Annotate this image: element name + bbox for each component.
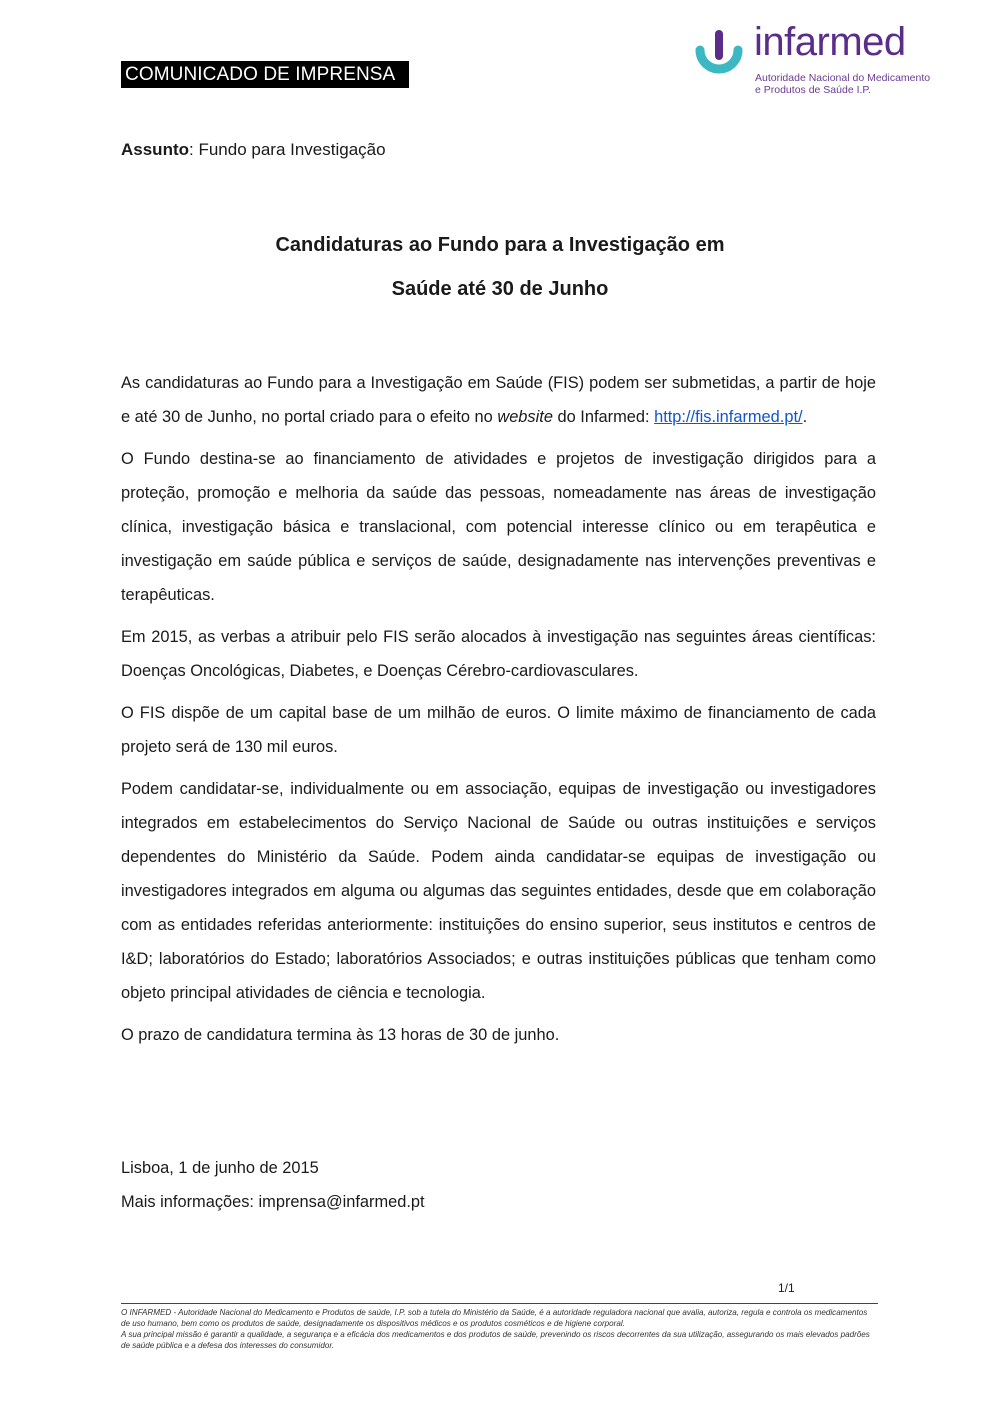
paragraph-1-text: As candidaturas ao Fundo para a Investigação em Saúde (FIS) podem ser submetidas, a partir de hoje e até 30 de Junho, no portal criado para o efeito no (121, 374, 876, 426)
logo-subtitle (755, 72, 930, 96)
logo-wordmark: infarmed (754, 20, 906, 64)
fis-portal-link[interactable]: http://fis.infarmed.pt/ (654, 408, 803, 426)
headline-line1: Candidaturas ao Fundo para a Investigação em (275, 234, 725, 256)
logo-subtitle-line1: Autoridade Nacional do Medicamento (755, 72, 931, 84)
page-number: 1/1 (778, 1281, 795, 1295)
paragraph-1 (121, 366, 876, 434)
paragraph-6: O prazo de candidatura termina às 13 horas de 30 de junho. (121, 1026, 560, 1044)
paragraph-1-emphasis: website (497, 408, 553, 426)
press-release-label: COMUNICADO DE IMPRENSA (121, 61, 409, 88)
infarmed-logo-mark-icon (692, 30, 746, 84)
footer-line-2: A sua principal missão é garantir a qualidade, a segurança e a eficácia dos medicamentos e dos produtos de saúde, prevenindo os riscos decorrentes da sua utilização, assegurando os mais elevados padrões de saúde pública e a defesa dos interesses do consumidor. (121, 1330, 870, 1350)
paragraph-3: Em 2015, as verbas a atribuir pelo FIS serão alocados à investigação nas seguintes áreas científicas: Doenças Oncológicas, Diabetes, e Doenças Cérebro-cardiovasculares. (121, 628, 876, 680)
infarmed-logo (692, 20, 931, 104)
paragraph-5: Podem candidatar-se, individualmente ou em associação, equipas de investigação ou investigadores integrados em estabelecimentos do Serviço Nacional de Saúde ou outras instituições e serviços dependentes do Ministério da Saúde. Podem ainda candidatar-se equipas de investigação ou investigadores integrados em alguma ou algumas das seguintes entidades, desde que em colaboração com as entidades referidas anteriormente: instituições do ensino superior, seus institutos e centros de I&D; laboratórios do Estado; laboratórios Associados; e outras instituições públicas que tenham como objeto principal atividades de ciência e tecnologia. (121, 780, 876, 1002)
signature-block (121, 1151, 425, 1219)
subject-line (121, 140, 386, 160)
paragraph-1-end: . (802, 408, 808, 426)
subject-label: Assunto (121, 140, 189, 159)
headline-line2: Saúde até 30 de Junho (391, 278, 609, 300)
body-text (121, 366, 876, 1060)
place-date: Lisboa, 1 de junho de 2015 (121, 1159, 319, 1177)
footer-text (121, 1307, 878, 1351)
footer-divider (121, 1303, 878, 1304)
paragraph-2: O Fundo destina-se ao financiamento de atividades e projetos de investigação dirigidos para a proteção, promoção e melhoria da saúde das pessoas, nomeadamente nas áreas de investigação clínica, investigação básica e translacional, com potencial interesse clínico ou em terapêutica e investigação em saúde pública e serviços de saúde, designadamente nas intervenções preventivas e terapêuticas. (121, 450, 876, 604)
subject-text: : Fundo para Investigação (189, 140, 386, 159)
paragraph-1-text-2: do Infarmed: (552, 408, 655, 426)
paragraph-4: O FIS dispõe de um capital base de um milhão de euros. O limite máximo de financiamento de cada projeto será de 130 mil euros. (121, 704, 876, 756)
footer-line-1: O INFARMED - Autoridade Nacional do Medicamento e Produtos de saúde, I.P. sob a tutela do Ministério da Saúde, é a autoridade reguladora nacional que avalia, autoriza, regula e controla os medicamentos de uso humano, bem como os produtos de saúde, designadamente os dispositivos médicos e os produtos cosméticos e de higiene corporal. (121, 1308, 868, 1328)
logo-subtitle-line2: e Produtos de Saúde I.P. (755, 84, 871, 96)
contact-info: Mais informações: imprensa@infarmed.pt (121, 1193, 425, 1211)
